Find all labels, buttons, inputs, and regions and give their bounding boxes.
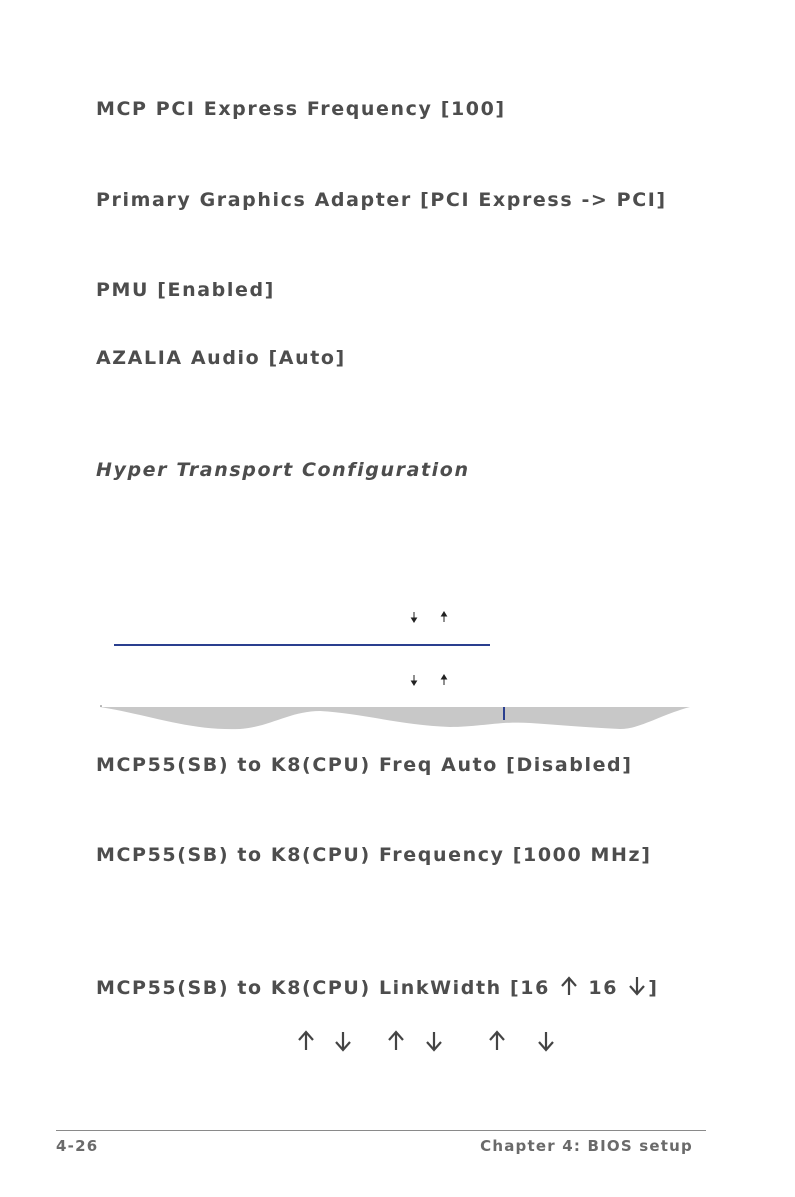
- page-number: 4-26: [56, 1137, 99, 1155]
- footer-divider: [56, 1130, 706, 1131]
- arrow-down-icon: [427, 1032, 441, 1050]
- linkwidth-mid: 16: [580, 977, 627, 999]
- screenshot-arrows-bottom: [408, 672, 458, 686]
- arrow-up-icon: [558, 975, 580, 997]
- screenshot-torn-edge: [100, 705, 690, 737]
- mcp-pci-express-frequency-heading: MCP PCI Express Frequency [100]: [96, 98, 506, 120]
- linkwidth-prefix: MCP55(SB) to K8(CPU) LinkWidth [16: [96, 977, 559, 999]
- arrow-up-icon: [299, 1032, 313, 1050]
- frequency-heading: MCP55(SB) to K8(CPU) Frequency [1000 MHz]: [96, 844, 652, 866]
- arrow-up-icon: [442, 612, 447, 622]
- primary-graphics-adapter-heading: Primary Graphics Adapter [PCI Express -> PCI]: [96, 189, 667, 211]
- linkwidth-suffix: ]: [648, 977, 659, 999]
- arrow-down-icon: [412, 612, 417, 622]
- arrow-up-icon: [389, 1032, 403, 1050]
- screenshot-menu-underline: [114, 644, 490, 646]
- linkwidth-heading: [96, 975, 659, 999]
- arrow-up-icon: [442, 675, 447, 685]
- arrow-down-icon: [412, 675, 417, 685]
- arrow-down-icon: [539, 1032, 553, 1050]
- freq-auto-heading: MCP55(SB) to K8(CPU) Freq Auto [Disabled]: [96, 754, 633, 776]
- arrow-down-icon: [626, 975, 648, 997]
- pmu-heading: PMU [Enabled]: [96, 279, 275, 301]
- linkwidth-options-arrows: [0, 1030, 795, 1052]
- azalia-audio-heading: AZALIA Audio [Auto]: [96, 347, 346, 369]
- hyper-transport-configuration-heading: Hyper Transport Configuration: [96, 459, 470, 481]
- screenshot-arrows-top: [408, 609, 458, 623]
- chapter-title: Chapter 4: BIOS setup: [480, 1137, 693, 1155]
- arrow-up-icon: [490, 1032, 504, 1050]
- arrow-down-icon: [336, 1032, 350, 1050]
